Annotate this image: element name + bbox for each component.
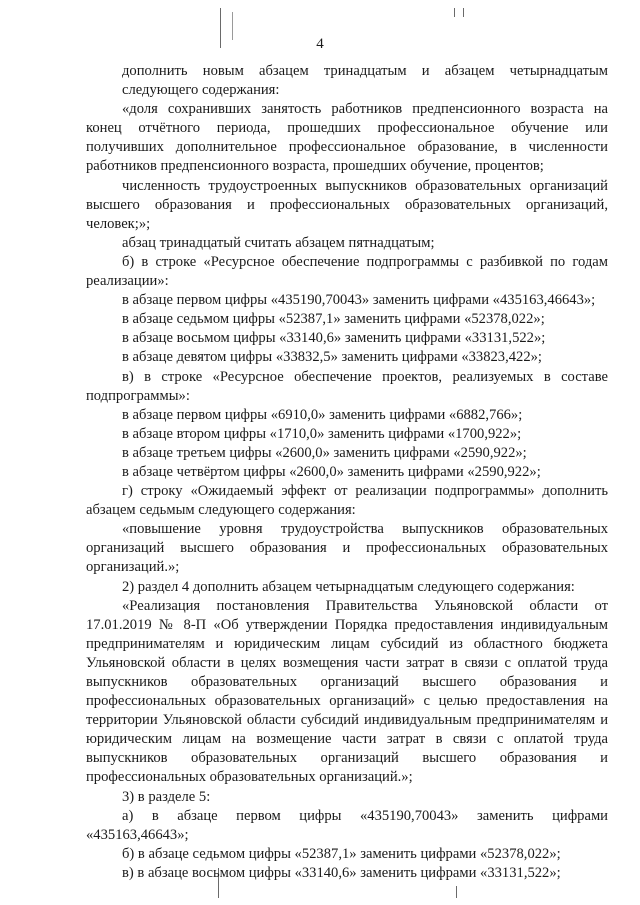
paragraph: б) в строке «Ресурсное обеспечение подпрограммы с разбивкой по годам реализации»: xyxy=(86,253,608,290)
scan-mark xyxy=(456,886,457,898)
paragraph: в абзаце первом цифры «6910,0» заменить цифрами «6882,766»; xyxy=(122,406,523,423)
scan-mark xyxy=(463,8,464,17)
scan-mark xyxy=(454,8,455,17)
paragraph: в абзаце седьмом цифры «52387,1» заменить цифрами «52378,022»; xyxy=(122,311,545,328)
paragraph: г) строку «Ожидаемый эффект от реализации подпрограммы» дополнить абзацем седьмым следующего содержания: xyxy=(86,483,608,519)
paragraph: абзац тринадцатый считать абзацем пятнадцатым; xyxy=(122,234,435,251)
paragraph: 2) раздел 4 дополнить абзацем четырнадцатым следующего содержания: xyxy=(122,578,575,595)
paragraph: в абзаце втором цифры «1710,0» заменить цифрами «1700,922»; xyxy=(122,425,522,442)
paragraph: в абзаце третьем цифры «2600,0» заменить цифрами «2590,922»; xyxy=(122,444,527,461)
paragraph: в абзаце девятом цифры «33832,5» заменить цифрами «33823,422»; xyxy=(122,349,542,366)
page-number: 4 xyxy=(316,36,324,52)
paragraph: в) в абзаце восьмом цифры «33140,6» заменить цифрами «33131,522»; xyxy=(122,864,561,881)
document-body xyxy=(86,62,608,883)
paragraph: 3) в разделе 5: xyxy=(122,788,211,805)
paragraph: б) в абзаце седьмом цифры «52387,1» заменить цифрами «52378,022»; xyxy=(122,845,561,862)
paragraph: «доля сохранивших занятость работников предпенсионного возраста на конец отчётного периода, прошедших профессиональное обучение или получивших дополнительное профессиональное образование, в численности работников предпенсионного возраста, прошедших обучение, процентов; xyxy=(86,101,608,175)
paragraph: в абзаце восьмом цифры «33140,6» заменить цифрами «33131,522»; xyxy=(122,330,546,347)
paragraph: в абзаце первом цифры «435190,70043» заменить цифрами «435163,46643»; xyxy=(122,292,596,309)
paragraph: дополнить новым абзацем тринадцатым и абзацем четырнадцатым следующего содержания: xyxy=(122,63,608,99)
paragraph: численность трудоустроенных выпускников образовательных организаций высшего образования и профессиональных образовательных организаций, человек;»; xyxy=(86,177,608,232)
paragraph: «Реализация постановления Правительства Ульяновской области от 17.01.2019 № 8-П «Об утверждении Порядка предоставления индивидуальным предпринимателям и юридическим лицам субсидий из областного бюджета Ульяновской области в целях возмещения части затрат в связи с оплатой труда выпускников образовательных организаций высшего образования и профессиональных образовательных организаций» с целью предоставления на территории Ульяновской области субсидий индивидуальным предпринимателям и юридическим лицам на возмещение части затрат в связи с оплатой труда выпускников образовательных организаций высшего образования и профессиональных образовательных организаций.»; xyxy=(86,597,608,786)
paragraph: в) в строке «Ресурсное обеспечение проектов, реализуемых в составе подпрограммы»: xyxy=(86,368,608,404)
paragraph: в абзаце четвёртом цифры «2600,0» заменить цифрами «2590,922»; xyxy=(122,463,541,480)
paragraph: «повышение уровня трудоустройства выпускников образовательных организаций высшего образования и профессиональных образовательных организаций.»; xyxy=(86,521,608,576)
paragraph: а) в абзаце первом цифры «435190,70043» заменить цифрами «435163,46643»; xyxy=(86,807,608,843)
